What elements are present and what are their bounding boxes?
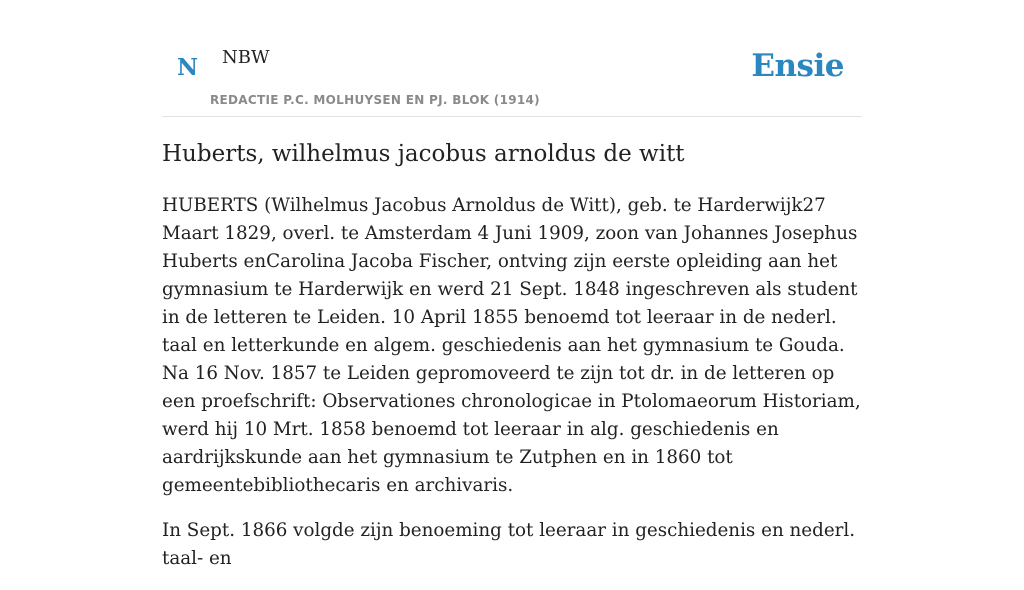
source-subtitle: REDACTIE P.C. MOLHUYSEN EN PJ. BLOK (1914) <box>210 93 540 107</box>
article-paragraph: HUBERTS (Wilhelmus Jacobus Arnoldus de Witt), geb. te Harderwijk27 Maart 1829, overl. te Amsterdam 4 Juni 1909, zoon van Johannes Josephus Huberts enCarolina Jacoba Fischer, ontving zijn eerste opleiding aan het gymnasium te Harderwijk en werd 21 Sept. 1848 ingeschreven als student in de letteren te Leiden. 10 April 1855 benoemd tot leeraar in de nederl. taal en letterkunde en algem. geschiedenis aan het gymnasium te Gouda. Na 16 Nov. 1857 te Leiden gepromoveerd te zijn tot dr. in de letteren op een proefschrift: Observationes chronologicae in Ptolomaeorum Historiam, werd hij 10 Mrt. 1858 benoemd tot leeraar in alg. geschiedenis en aardrijkskunde aan het gymnasium te Zutphen en in 1860 tot gemeentebibliothecaris en archivaris. <box>162 195 861 496</box>
source-logo-letter[interactable]: N <box>177 54 199 81</box>
source-header <box>162 0 862 117</box>
brand-logo[interactable]: Ensie <box>751 48 844 84</box>
article-paragraph: In Sept. 1866 volgde zijn benoeming tot leeraar in geschiedenis en nederl. taal- en <box>162 520 856 569</box>
article-body <box>162 192 862 590</box>
article-title: Huberts, wilhelmus jacobus arnoldus de witt <box>162 141 685 167</box>
source-name[interactable]: NBW <box>222 47 270 68</box>
